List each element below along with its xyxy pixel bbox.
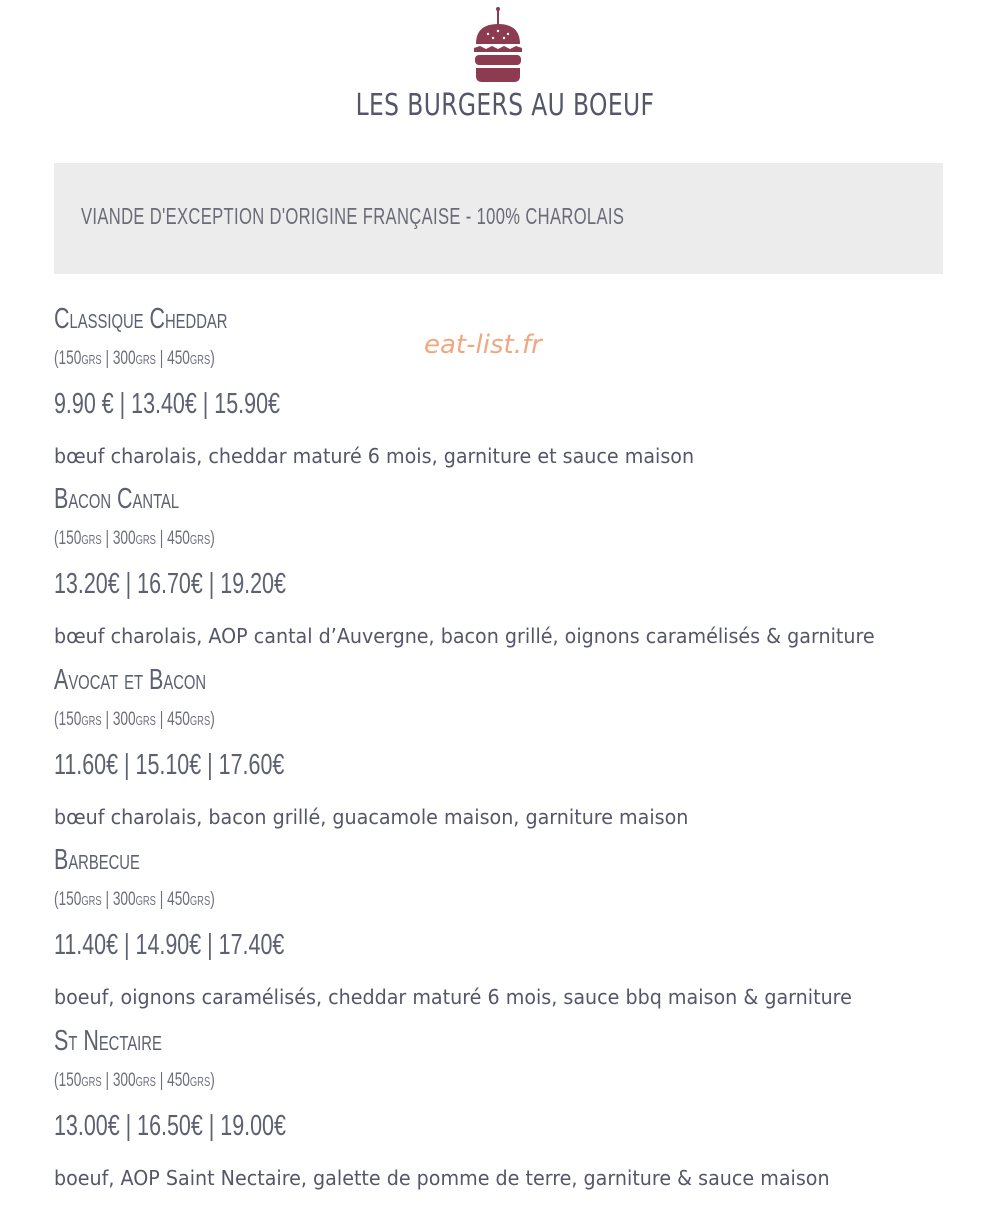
header bbox=[0, 0, 989, 140]
item-name: Barbecue bbox=[54, 844, 140, 877]
item-sizes: (150grs | 300grs | 450grs) bbox=[54, 348, 215, 369]
item-description: bœuf charolais, bacon grillé, guacamole maison, garniture maison bbox=[54, 804, 689, 829]
category-banner bbox=[54, 163, 943, 274]
item-name: St Nectaire bbox=[54, 1024, 162, 1057]
item-description: bœuf charolais, cheddar maturé 6 mois, garniture et sauce maison bbox=[54, 444, 695, 468]
watermark: eat-list.fr bbox=[424, 330, 542, 360]
item-sizes: (150grs | 300grs | 450grs) bbox=[54, 708, 215, 730]
item-prices: 9.90 € | 13.40€ | 15.90€ bbox=[54, 388, 280, 420]
item-prices: 13.00€ | 16.50€ | 19.00€ bbox=[54, 1109, 286, 1142]
menu-item-bacon-cantal bbox=[54, 483, 954, 663]
item-prices: 13.20€ | 16.70€ | 19.20€ bbox=[54, 568, 286, 601]
item-name: Classique Cheddar bbox=[54, 303, 228, 335]
item-prices: 11.60€ | 15.10€ | 17.60€ bbox=[54, 748, 285, 781]
banner-text: VIANDE D'EXCEPTION D'ORIGINE FRANÇAISE - 100% CHAROLAIS bbox=[81, 203, 625, 229]
menu-item-avocat-et-bacon bbox=[54, 664, 954, 844]
menu-list bbox=[54, 303, 954, 1205]
item-name: Avocat et Bacon bbox=[54, 663, 207, 696]
item-description: boeuf, AOP Saint Nectaire, galette de pomme de terre, garniture & sauce maison bbox=[54, 1165, 830, 1190]
item-prices: 11.40€ | 14.90€ | 17.40€ bbox=[54, 929, 285, 962]
item-description: bœuf charolais, AOP cantal d’Auvergne, bacon grillé, oignons caramélisés & garniture bbox=[54, 624, 875, 649]
item-sizes: (150grs | 300grs | 450grs) bbox=[54, 889, 215, 911]
item-description: boeuf, oignons caramélisés, cheddar maturé 6 mois, sauce bbq maison & garniture bbox=[54, 985, 852, 1010]
menu-item-st-nectaire bbox=[54, 1025, 954, 1205]
page-title: LES BURGERS AU BOEUF bbox=[355, 88, 655, 123]
menu-item-classique-cheddar bbox=[54, 303, 954, 483]
item-sizes: (150grs | 300grs | 450grs) bbox=[54, 528, 215, 550]
item-name: Bacon Cantal bbox=[54, 483, 180, 516]
item-sizes: (150grs | 300grs | 450grs) bbox=[54, 1069, 215, 1091]
menu-item-barbecue bbox=[54, 844, 954, 1024]
burger-icon bbox=[470, 6, 526, 86]
